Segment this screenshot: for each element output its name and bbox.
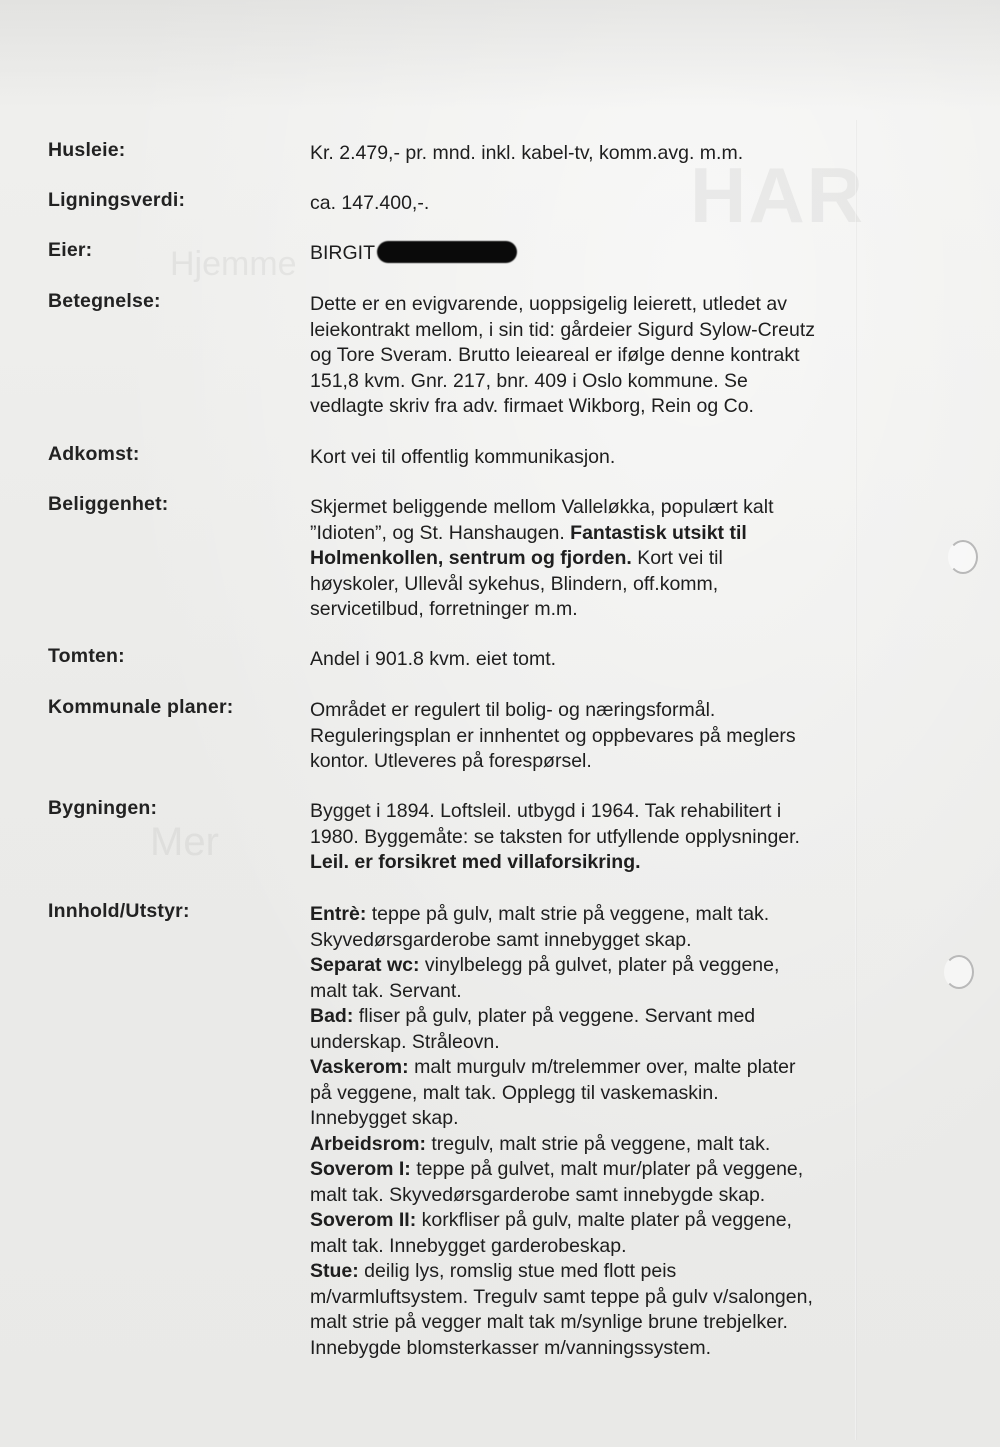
field-label: Bygningen: <box>48 797 158 819</box>
bleed-through-text: Mer <box>150 820 219 864</box>
field-value <box>310 902 910 1361</box>
punch-hole <box>944 955 974 989</box>
value-emphasis: Fantastisk utsikt til <box>570 521 747 544</box>
value-text: Kort vei til <box>631 547 723 569</box>
room-name: Vaskerom: <box>310 1056 409 1078</box>
value-text: deilig lys, romslig stue med flott peis <box>358 1260 677 1282</box>
field-value <box>310 647 910 673</box>
value-line: høyskoler, Ullevål sykehus, Blindern, off.komm, <box>310 572 719 595</box>
value-line: malt tak. Skyvedørsgarderobe samt innebygde skap. <box>310 1183 766 1206</box>
value-line: underskap. Stråleovn. <box>310 1030 500 1053</box>
value-line <box>310 850 910 876</box>
field-value <box>310 141 910 167</box>
field-value <box>310 698 910 775</box>
value-line <box>310 546 910 572</box>
field-label: Tomten: <box>48 645 125 667</box>
value-line <box>310 241 910 267</box>
field-label: Beliggenhet: <box>48 493 169 515</box>
field-value <box>310 495 910 623</box>
value-line: Dette er en evigvarende, uoppsigelig leierett, utledet av <box>310 293 787 315</box>
value-line <box>310 1132 910 1158</box>
field-label: Eier: <box>48 239 93 261</box>
value-line <box>310 1259 910 1285</box>
value-line: Skjermet beliggende mellom Valleløkka, populært kalt <box>310 496 774 518</box>
field-label: Husleie: <box>48 139 126 161</box>
value-text: tregulv, malt strie på veggene, malt tak. <box>425 1132 771 1155</box>
value-text: vinylbelegg på gulvet, plater på veggene, <box>419 954 780 976</box>
value-text: teppe på gulv, malt strie på veggene, malt tak. <box>366 903 770 925</box>
room-name: Stue: <box>310 1260 359 1282</box>
redaction-mark <box>377 241 517 263</box>
room-name: Separat wc: <box>310 954 420 976</box>
field-label: Kommunale planer: <box>48 696 234 718</box>
field-value <box>310 292 910 420</box>
value-line: Bygget i 1894. Loftsleil. utbygd i 1964. Tak rehabilitert i <box>310 800 782 822</box>
value-line: m/varmluftsystem. Tregulv samt teppe på gulv v/salongen, <box>310 1285 813 1308</box>
value-line <box>310 521 910 547</box>
value-line: Reguleringsplan er innhentet og oppbevares på meglers <box>310 724 796 747</box>
value-text: ”Idioten”, og St. Hanshaugen. <box>310 521 565 544</box>
value-line: Kort vei til offentlig kommunikasjon. <box>310 446 616 468</box>
field-label: Adkomst: <box>48 443 140 465</box>
room-name: Arbeidsrom: <box>310 1132 426 1155</box>
value-line <box>310 902 910 928</box>
value-line: malt strie på vegger malt tak m/synlige brune trebjelker. <box>310 1311 788 1333</box>
value-text: malt murgulv m/trelemmer over, malte plater <box>408 1056 796 1078</box>
value-line <box>310 1055 910 1081</box>
field-value <box>310 191 910 217</box>
owner-name: BIRGIT <box>310 242 376 264</box>
value-line <box>310 1157 910 1183</box>
room-name: Bad: <box>310 1005 354 1027</box>
value-line <box>310 1208 910 1234</box>
value-line: og Tore Sveram. Brutto leieareal er ifølge denne kontrakt <box>310 344 800 366</box>
value-line: Området er regulert til bolig- og næringsformål. <box>310 699 716 721</box>
value-line: vedlagte skriv fra adv. firmaet Wikborg, Rein og Co. <box>310 395 754 417</box>
value-line: ca. 147.400,-. <box>310 192 430 214</box>
room-name: Entrè: <box>310 903 367 925</box>
bleed-through-text: HAR <box>690 151 865 239</box>
value-line: Skyvedørsgarderobe samt innebygget skap. <box>310 928 692 951</box>
value-line: kontor. Utleveres på forespørsel. <box>310 750 592 772</box>
value-line <box>310 953 910 979</box>
value-line: Kr. 2.479,- pr. mnd. inkl. kabel-tv, komm.avg. m.m. <box>310 142 744 164</box>
field-label: Ligningsverdi: <box>48 189 186 211</box>
field-label: Innhold/Utstyr: <box>48 900 190 922</box>
value-emphasis: Holmenkollen, sentrum og fjorden. <box>310 547 632 569</box>
value-line: Innebygget skap. <box>310 1107 459 1129</box>
value-line: 151,8 kvm. Gnr. 217, bnr. 409 i Oslo kommune. Se <box>310 369 748 392</box>
value-line: leiekontrakt mellom, i sin tid: gårdeier Sigurd Sylow-Creutz <box>310 318 816 341</box>
value-text: korkfliser på gulv, malte plater på veggene, <box>416 1209 792 1231</box>
field-label: Betegnelse: <box>48 290 161 312</box>
room-name: Soverom I: <box>310 1158 411 1180</box>
value-line: malt tak. Innebygget garderobeskap. <box>310 1234 627 1257</box>
value-line <box>310 1004 910 1030</box>
value-text: teppe på gulvet, malt mur/plater på veggene, <box>410 1158 804 1180</box>
room-name: Soverom II: <box>310 1209 417 1231</box>
value-line: 1980. Byggemåte: se taksten for utfyllende opplysninger. <box>310 825 800 848</box>
value-line: servicetilbud, forretninger m.m. <box>310 598 578 620</box>
value-line: Andel i 901.8 kvm. eiet tomt. <box>310 648 557 670</box>
scan-shadow <box>0 0 1000 110</box>
value-text: fliser på gulv, plater på veggene. Servant med <box>353 1005 756 1027</box>
value-line: på veggene, malt tak. Opplegg til vaskemaskin. <box>310 1081 719 1104</box>
field-value <box>310 241 910 267</box>
value-line: Innebygde blomsterkasser m/vanningssystem. <box>310 1336 712 1359</box>
punch-hole <box>948 540 978 574</box>
bleed-through-text: Hjemme <box>170 245 297 283</box>
field-value <box>310 799 910 876</box>
value-emphasis: Leil. er forsikret med villaforsikring. <box>310 851 641 873</box>
value-line: malt tak. Servant. <box>310 979 462 1002</box>
field-value <box>310 445 910 471</box>
